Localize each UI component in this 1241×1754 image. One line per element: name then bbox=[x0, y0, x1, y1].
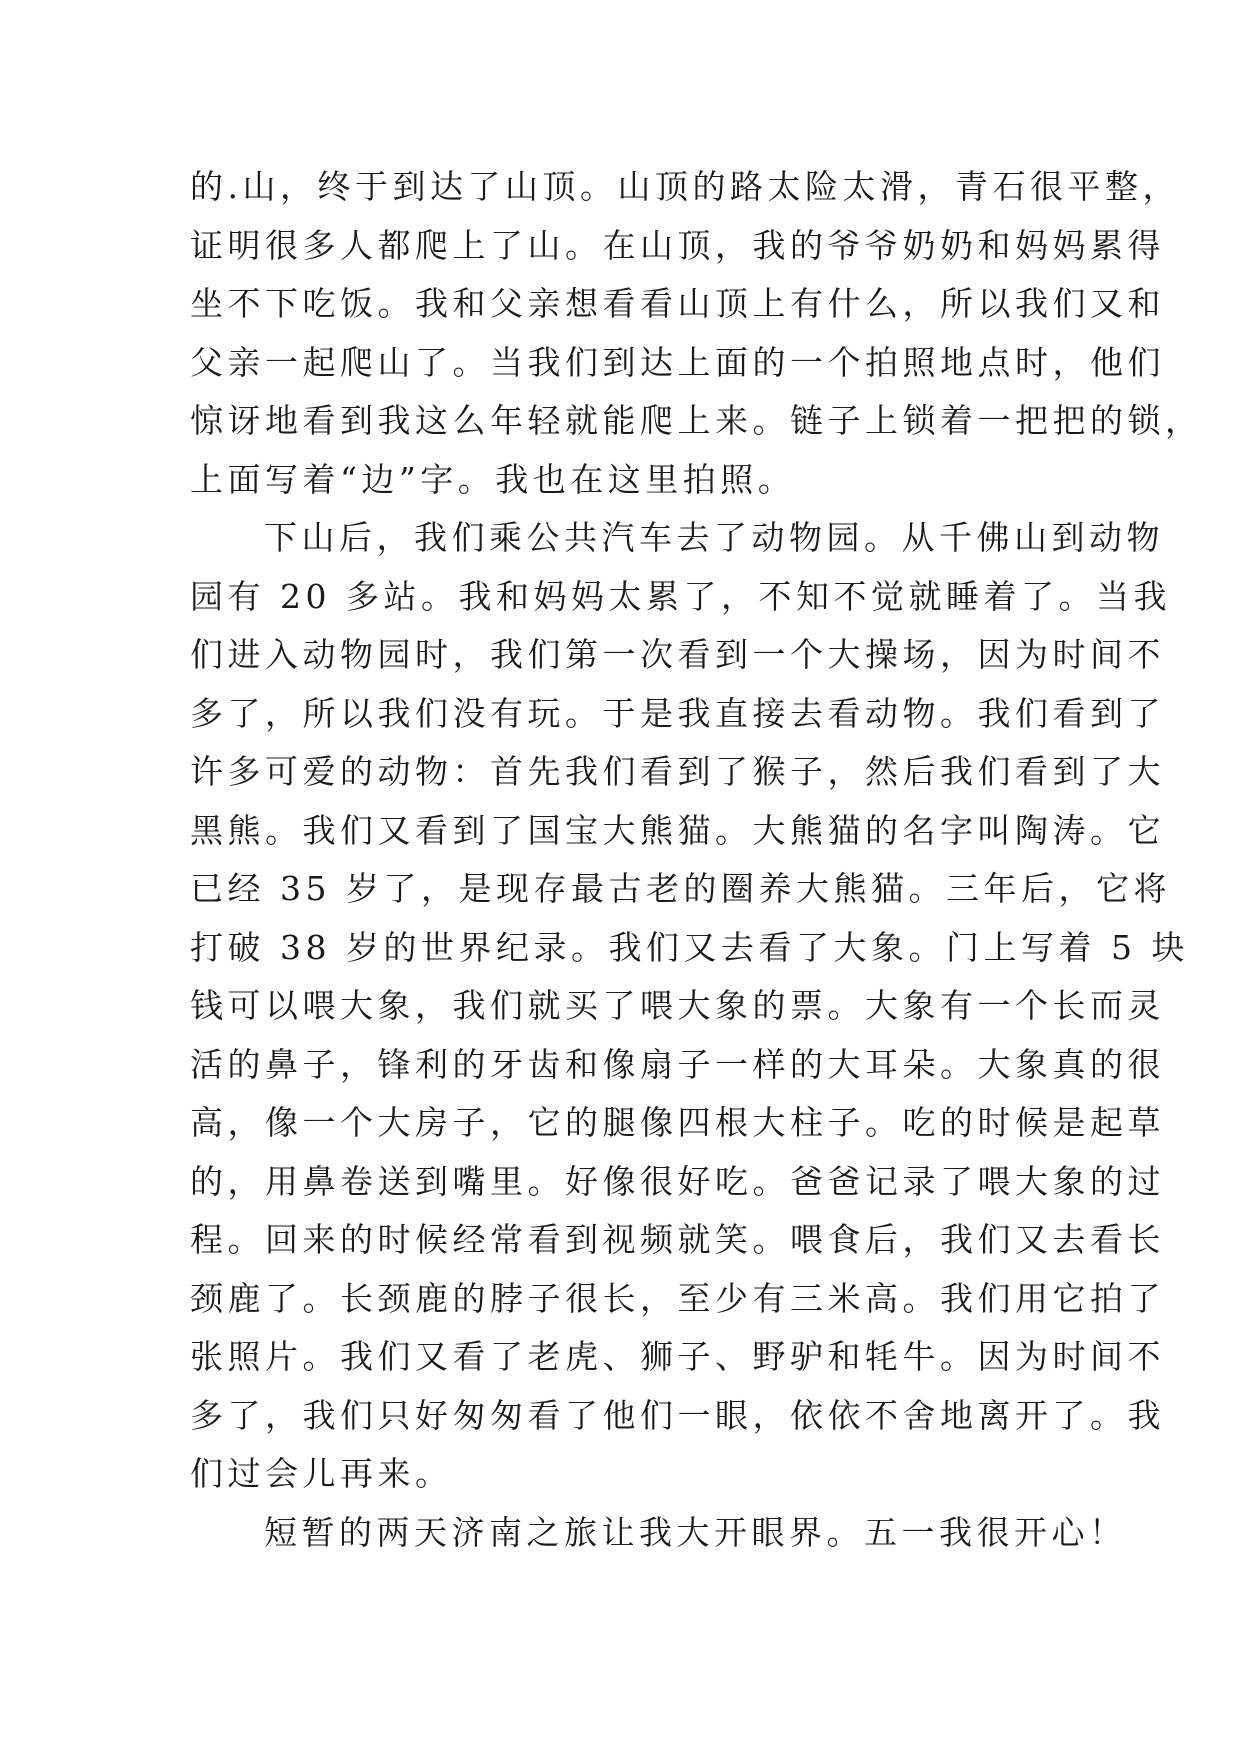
text-line: 的，用鼻卷送到嘴里。好像很好吃。爸爸记录了喂大象的过 bbox=[190, 1161, 1165, 1201]
text-line: 多了，我们只好匆匆看了他们一眼，依依不舍地离开了。我 bbox=[190, 1395, 1165, 1435]
text-line: 钱可以喂大象，我们就买了喂大象的票。大象有一个长而灵 bbox=[190, 986, 1165, 1025]
text-line: 多了，所以我们没有玩。于是我直接去看动物。我们看到了 bbox=[190, 693, 1165, 733]
text-line: 上面写着“边”字。我也在这里拍照。 bbox=[190, 459, 796, 499]
text-line: 高，像一个大房子，它的腿像四根大柱子。吃的时候是起草 bbox=[190, 1103, 1165, 1142]
paragraph-3 bbox=[190, 1504, 1127, 1563]
text-line: 们过会儿再来。 bbox=[190, 1454, 453, 1493]
paragraph-2 bbox=[190, 509, 1189, 1504]
text-line: 的.山，终于到达了山顶。山顶的路太险太滑，青石很平整， bbox=[190, 167, 1180, 206]
text-line: 下山后，我们乘公共汽车去了动物园。从千佛山到动物 bbox=[264, 518, 1164, 557]
paragraph-1 bbox=[190, 158, 1203, 509]
text-line: 颈鹿了。长颈鹿的脖子很长，至少有三米高。我们用它拍了 bbox=[190, 1278, 1165, 1318]
text-line: 父亲一起爬山了。当我们到达上面的一个拍照地点时，他们 bbox=[190, 342, 1165, 382]
text-line: 短暂的两天济南之旅让我大开眼界。五一我很开心！ bbox=[264, 1512, 1127, 1552]
text-line: 打破 38 岁的世界纪录。我们又去看了大象。门上写着 5 块 bbox=[190, 927, 1189, 967]
text-line: 活的鼻子，锋利的牙齿和像扇子一样的大耳朵。大象真的很 bbox=[190, 1044, 1165, 1084]
text-line: 园有 20 多站。我和妈妈太累了，不知不觉就睡着了。当我 bbox=[190, 576, 1171, 616]
text-line: 黑熊。我们又看到了国宝大熊猫。大熊猫的名字叫陶涛。它 bbox=[190, 810, 1165, 850]
text-line: 惊讶地看到我这么年轻就能爬上来。链子上锁着一把把的锁， bbox=[190, 401, 1203, 440]
text-line: 们进入动物园时，我们第一次看到一个大操场，因为时间不 bbox=[190, 635, 1165, 674]
text-line: 张照片。我们又看了老虎、狮子、野驴和牦牛。因为时间不 bbox=[190, 1337, 1165, 1376]
text-line: 已经 35 岁了，是现存最古老的圈养大熊猫。三年后，它将 bbox=[190, 869, 1171, 908]
text-line: 证明很多人都爬上了山。在山顶，我的爷爷奶奶和妈妈累得 bbox=[190, 225, 1165, 265]
text-line: 许多可爱的动物：首先我们看到了猴子，然后我们看到了大 bbox=[190, 752, 1165, 791]
text-line: 程。回来的时候经常看到视频就笑。喂食后，我们又去看长 bbox=[190, 1220, 1165, 1259]
essay-body bbox=[190, 158, 1203, 1562]
text-line: 坐不下吃饭。我和父亲想看看山顶上有什么，所以我们又和 bbox=[190, 284, 1165, 323]
